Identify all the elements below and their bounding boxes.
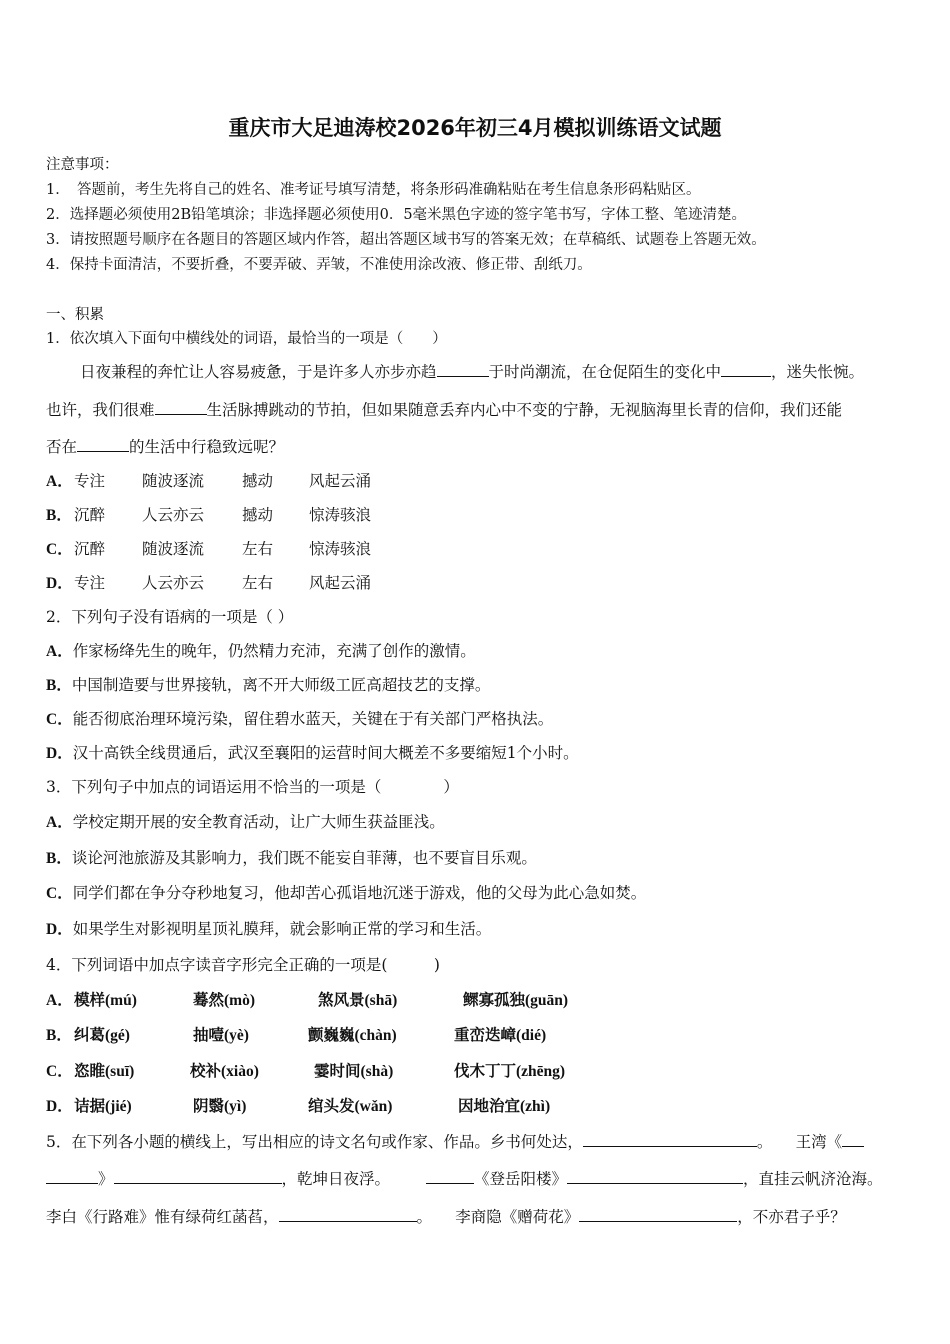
note-item-3: 3．请按照题号顺序在各题目的答题区域内作答，超出答题区域书写的答案无效；在草稿纸、试题卷上答题无效。 xyxy=(46,232,766,248)
q5-blank-8[interactable] xyxy=(579,1207,737,1222)
q5-blank-6[interactable] xyxy=(567,1169,743,1184)
q3-option-c[interactable]: C．同学们都在争分夺秒地复习，他却苦心孤诣地沉迷于游戏，他的父母为此心急如焚。 xyxy=(46,884,647,902)
q1-option-d[interactable]: D． 专注 人云亦云 左右 风起云涌 xyxy=(46,574,372,592)
blank-2[interactable] xyxy=(721,362,771,377)
q5-blank-3[interactable] xyxy=(46,1169,98,1184)
q2-option-c[interactable]: C．能否彻底治理环境污染，留住碧水蓝天，关键在于有关部门严格执法。 xyxy=(46,710,554,728)
q4-option-b[interactable]: B． 纠葛(gé) 抽噎(yè) 颤巍巍(chàn) 重峦迭嶂(dié) xyxy=(46,1027,547,1044)
q4-stem: 4．下列词语中加点字读音字形完全正确的一项是( ) xyxy=(46,956,440,974)
q3-option-a[interactable]: A．学校定期开展的安全教育活动，让广大师生获益匪浅。 xyxy=(46,813,445,831)
q1-option-b[interactable]: B． 沉醉 人云亦云 撼动 惊涛骇浪 xyxy=(46,506,372,524)
q5-blank-1[interactable] xyxy=(583,1132,757,1147)
q3-option-b[interactable]: B．谈论河池旅游及其影响力，我们既不能妄自菲薄，也不要盲目乐观。 xyxy=(46,849,537,867)
q1-passage-line-1: 日夜兼程的奔忙让人容易疲惫，于是许多人亦步亦趋 于时尚潮流，在仓促陌生的变化中 ，迷失怅惋。 xyxy=(80,363,865,381)
q4-option-a[interactable]: A． 模样(mú) 蓦然(mò) 煞风景(shā) 鳏寡孤独(guān) xyxy=(46,992,569,1009)
q5-blank-4[interactable] xyxy=(114,1169,282,1184)
q1-passage-line-2: 也许，我们很难 生活脉搏跳动的节拍，但如果随意丢弃内心中不变的宁静，无视脑海里长青的信仰，我们还能 xyxy=(46,401,843,419)
q3-stem: 3．下列句子中加点的词语运用不恰当的一项是（ ） xyxy=(46,778,459,796)
q5-blank-5[interactable] xyxy=(426,1169,474,1184)
q5-line-3: 李白《行路难》惟有绿荷红菡萏， 。 李商隐《赠荷花》 ，不亦君子乎？ xyxy=(46,1208,846,1226)
q4-option-d[interactable]: D． 诘据(jié) 阴翳(yì) 绾头发(wǎn) 因地治宜(zhì) xyxy=(46,1098,551,1115)
note-item-4: 4．保持卡面清洁，不要折叠，不要弄破、弄皱，不准使用涂改液、修正带、刮纸刀。 xyxy=(46,257,592,273)
q1-option-a[interactable]: A． 专注 随波逐流 撼动 风起云涌 xyxy=(46,472,372,490)
notes-heading: 注意事项： xyxy=(46,157,119,173)
blank-3[interactable] xyxy=(155,400,207,415)
blank-4[interactable] xyxy=(77,437,129,452)
blank-1[interactable] xyxy=(437,362,489,377)
q5-line-1: 5．在下列各小题的横线上，写出相应的诗文名句或作家、作品。乡书何处达， 。 王湾《 xyxy=(46,1130,864,1152)
q5-line-2: 》 ，乾坤日夜浮。 《登岳阳楼》 ，直挂云帆济沧海。 xyxy=(46,1167,883,1189)
q4-option-c[interactable]: C． 恣睢(suī) 校补(xiào) 霎时间(shà) 伐木丁丁(zhēng) xyxy=(46,1063,566,1080)
note-item-2: 2．选择题必须使用2B铅笔填涂；非选择题必须使用0．5毫米黑色字迹的签字笔书写，字体工整、笔迹清楚。 xyxy=(46,207,747,223)
q5-blank-7[interactable] xyxy=(279,1207,417,1222)
note-item-1: 1． 答题前，考生先将自己的姓名、准考证号填写清楚，将条形码准确粘贴在考生信息条形码粘贴区。 xyxy=(46,182,701,198)
q2-option-b[interactable]: B．中国制造要与世界接轨，离不开大师级工匠高超技艺的支撑。 xyxy=(46,676,491,694)
q3-option-d[interactable]: D．如果学生对影视明星顶礼膜拜，就会影响正常的学习和生活。 xyxy=(46,920,492,938)
q1-stem: 1．依次填入下面句中横线处的词语，最恰当的一项是（ ） xyxy=(46,331,447,347)
q2-stem: 2．下列句子没有语病的一项是（ ） xyxy=(46,608,294,626)
q5-blank-2[interactable] xyxy=(842,1132,864,1147)
q2-option-a[interactable]: A．作家杨绛先生的晚年，仍然精力充沛，充满了创作的激情。 xyxy=(46,642,476,660)
q1-option-c[interactable]: C． 沉醉 随波逐流 左右 惊涛骇浪 xyxy=(46,540,372,558)
q2-option-d[interactable]: D．汉十高铁全线贯通后，武汉至襄阳的运营时间大概差不多要缩短1个小时。 xyxy=(46,744,579,762)
section-heading: 一、积累 xyxy=(46,307,104,323)
page-title: 重庆市大足迪涛校2026年初三4月模拟训练语文试题 xyxy=(228,116,722,140)
q1-passage-line-3: 否在 的生活中行稳致远呢？ xyxy=(46,438,285,456)
